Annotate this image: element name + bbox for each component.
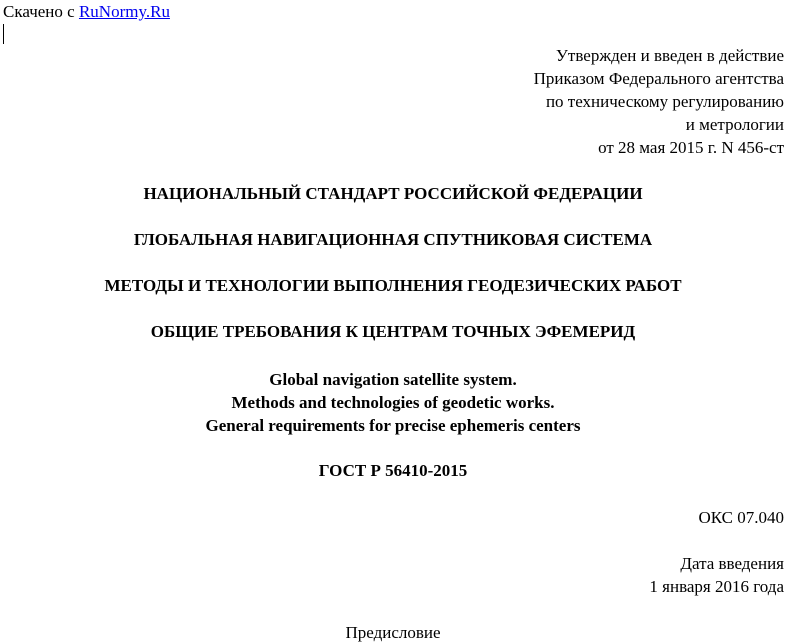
- intro-date-value: 1 января 2016 года: [649, 577, 784, 596]
- methods-heading: МЕТОДЫ И ТЕХНОЛОГИИ ВЫПОЛНЕНИЯ ГЕОДЕЗИЧЕСКИХ РАБОТ: [104, 276, 682, 295]
- oks-code: ОКС 07.040: [698, 508, 784, 527]
- gost-number: ГОСТ Р 56410-2015: [318, 461, 468, 480]
- approval-line: по техническому регулированию: [545, 92, 784, 111]
- download-source-line: [3, 0, 170, 23]
- english-title: [0, 368, 786, 437]
- intro-date-label: Дата введения: [680, 554, 784, 573]
- foreword-title: Предисловие: [345, 623, 441, 642]
- approval-line: Приказом Федерального агентства: [533, 69, 784, 88]
- approval-line: Утвержден и введен в действие: [555, 46, 784, 65]
- english-title-line: Global navigation satellite system.: [269, 370, 517, 389]
- download-prefix: Скачено с: [3, 2, 79, 21]
- english-title-line: General requirements for precise ephemeris centers: [205, 416, 581, 435]
- english-title-line: Methods and technologies of geodetic works.: [231, 393, 555, 412]
- runormy-link[interactable]: RuNormy.Ru: [78, 2, 170, 21]
- text-cursor: [3, 24, 4, 44]
- requirements-heading: ОБЩИЕ ТРЕБОВАНИЯ К ЦЕНТРАМ ТОЧНЫХ ЭФЕМЕРИД: [150, 322, 636, 341]
- approval-line: от 28 мая 2015 г. N 456-ст: [598, 138, 784, 157]
- standard-type-heading: НАЦИОНАЛЬНЫЙ СТАНДАРТ РОССИЙСКОЙ ФЕДЕРАЦИИ: [143, 184, 643, 203]
- system-heading: ГЛОБАЛЬНАЯ НАВИГАЦИОННАЯ СПУТНИКОВАЯ СИСТЕМА: [133, 230, 653, 249]
- approval-block: [534, 44, 784, 159]
- approval-line: и метрологии: [685, 115, 784, 134]
